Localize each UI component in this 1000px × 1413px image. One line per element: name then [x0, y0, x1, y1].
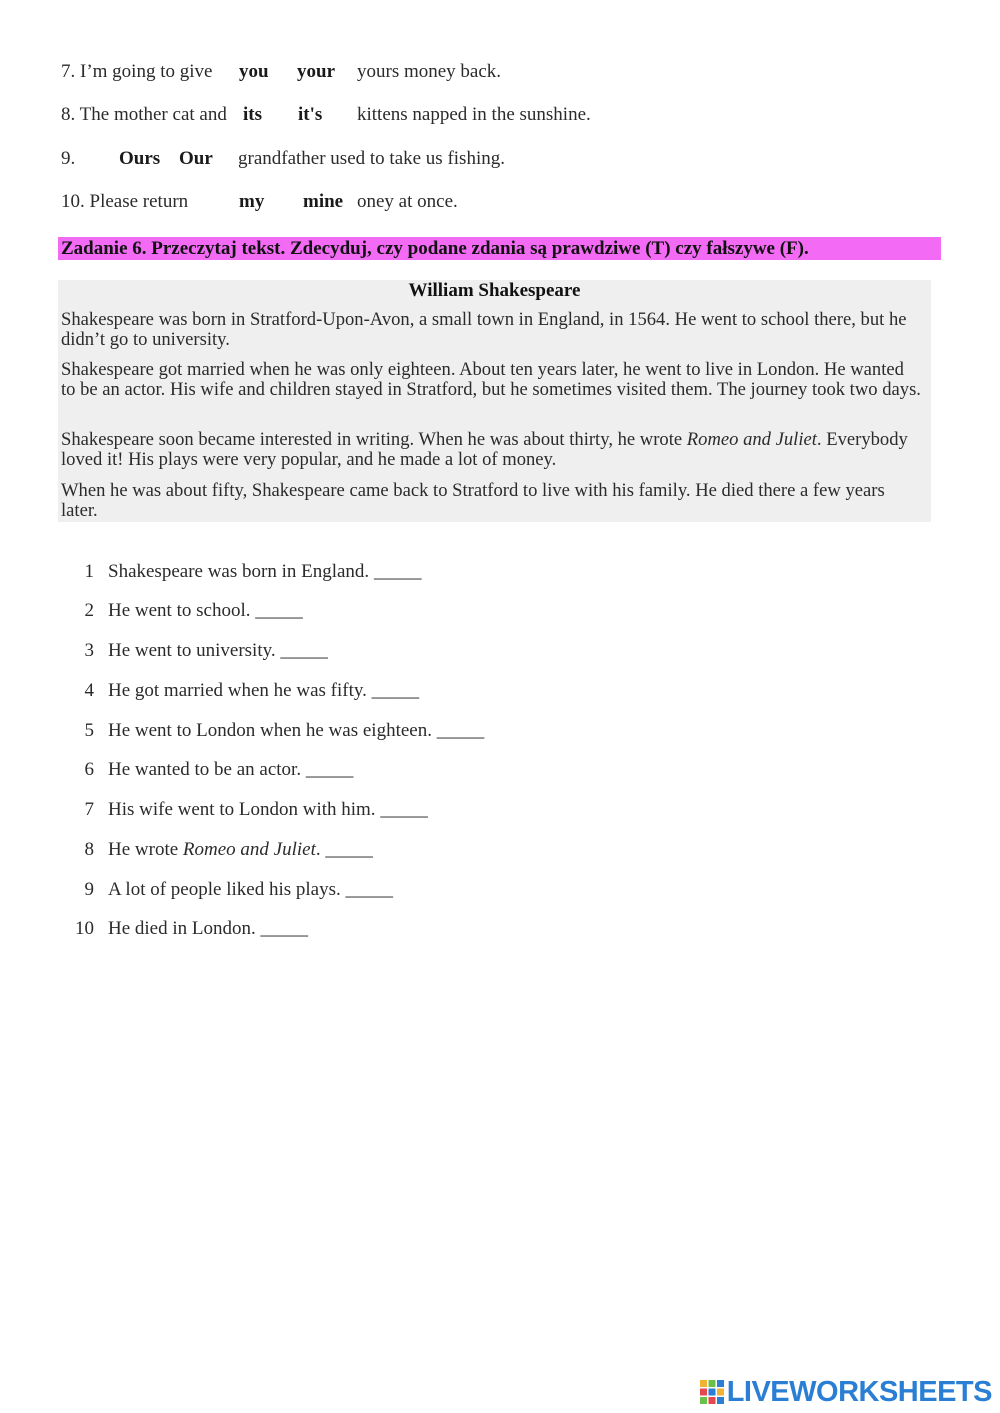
- line-prefix: 9.: [61, 148, 76, 169]
- liveworksheets-logo[interactable]: [699, 1377, 992, 1407]
- question-number: 10: [75, 918, 94, 939]
- line-rest: kittens napped in the sunshine.: [357, 104, 591, 125]
- question-text: He died in London. _____: [108, 918, 309, 939]
- answer-blank[interactable]: _____: [436, 720, 485, 741]
- question-number: 8: [84, 839, 94, 860]
- option-ours[interactable]: Ours: [119, 148, 161, 169]
- question-number: 3: [84, 640, 94, 661]
- play-title: Romeo and Juliet: [182, 839, 316, 860]
- question-text: He went to university. _____: [108, 640, 328, 661]
- question-text: He went to London when he was eighteen. _____: [108, 720, 485, 741]
- question-text: A lot of people liked his plays. _____: [108, 879, 393, 900]
- option-my[interactable]: my: [239, 191, 265, 212]
- question-text: He wanted to be an actor. _____: [108, 759, 354, 780]
- answer-blank[interactable]: _____: [325, 839, 373, 860]
- paragraph-4: When he was about fifty, Shakespeare came back to Stratford to live with his family. He died there a few years later.: [61, 480, 885, 521]
- option-your[interactable]: your: [297, 61, 335, 82]
- line-prefix: 10. Please return: [61, 191, 189, 212]
- answer-blank[interactable]: _____: [380, 799, 428, 820]
- option-you[interactable]: you: [239, 61, 269, 82]
- reading-title: William Shakespeare: [408, 280, 581, 301]
- question-number: 9: [84, 879, 94, 900]
- line-rest: yours money back.: [357, 61, 502, 82]
- answer-blank[interactable]: _____: [345, 879, 393, 900]
- question-text: He went to school. _____: [108, 600, 303, 621]
- question-text: Shakespeare was born in England. _____: [108, 561, 422, 582]
- paragraph-3: [61, 430, 923, 470]
- answer-blank[interactable]: _____: [280, 640, 328, 661]
- question-text: He wrote Romeo and Juliet. _____: [108, 839, 373, 860]
- paragraph-2: Shakespeare got married when he was only eighteen. About ten years later, he went to live in London. He wanted to be an actor. His wife and children stayed in Stratford, but he sometimes visited them. The journey took two days.: [61, 359, 921, 400]
- line-rest: grandfather used to take us fishing.: [238, 148, 505, 169]
- question-number: 6: [84, 759, 94, 780]
- answer-blank[interactable]: _____: [305, 759, 354, 780]
- line-prefix: 8. The mother cat and: [61, 104, 227, 125]
- paragraph-3-text-end: . Everybody loved it! His plays were very popular, and he made a lot of money.: [61, 429, 908, 470]
- task-title: Zadanie 6. Przeczytaj tekst. Zdecyduj, czy podane zdania są prawdziwe (T) czy fałszywe (F).: [61, 238, 809, 259]
- question-number: 1: [84, 561, 94, 582]
- question-number: 4: [84, 680, 94, 701]
- option-it-s[interactable]: it's: [298, 104, 323, 125]
- option-our[interactable]: Our: [179, 148, 213, 169]
- line-prefix: 7. I’m going to give: [61, 61, 213, 82]
- line-rest: oney at once.: [357, 191, 458, 212]
- play-title: Romeo and Juliet: [686, 429, 817, 450]
- paragraph-1: Shakespeare was born in Stratford-Upon-Avon, a small town in England, in 1564. He went to school there, but he didn’t go to university.: [61, 309, 907, 350]
- paragraph-3-text: Shakespeare soon became interested in writing. When he was about thirty, he wrote: [61, 429, 687, 450]
- question-number: 2: [84, 600, 94, 621]
- answer-blank[interactable]: _____: [255, 600, 303, 621]
- liveworksheets-logo-icon: [699, 1379, 725, 1405]
- question-text: He got married when he was fifty. _____: [108, 680, 420, 701]
- answer-blank[interactable]: _____: [371, 680, 420, 701]
- option-mine[interactable]: mine: [303, 191, 344, 212]
- answer-blank[interactable]: _____: [260, 918, 309, 939]
- question-number: 5: [84, 720, 94, 741]
- option-its[interactable]: its: [243, 104, 262, 125]
- brand-name: LIVEWORKSHEETS: [726, 1375, 992, 1408]
- answer-blank[interactable]: _____: [373, 561, 422, 582]
- question-text: His wife went to London with him. _____: [108, 799, 428, 820]
- reading-passage: [58, 280, 931, 522]
- question-number: 7: [84, 799, 94, 820]
